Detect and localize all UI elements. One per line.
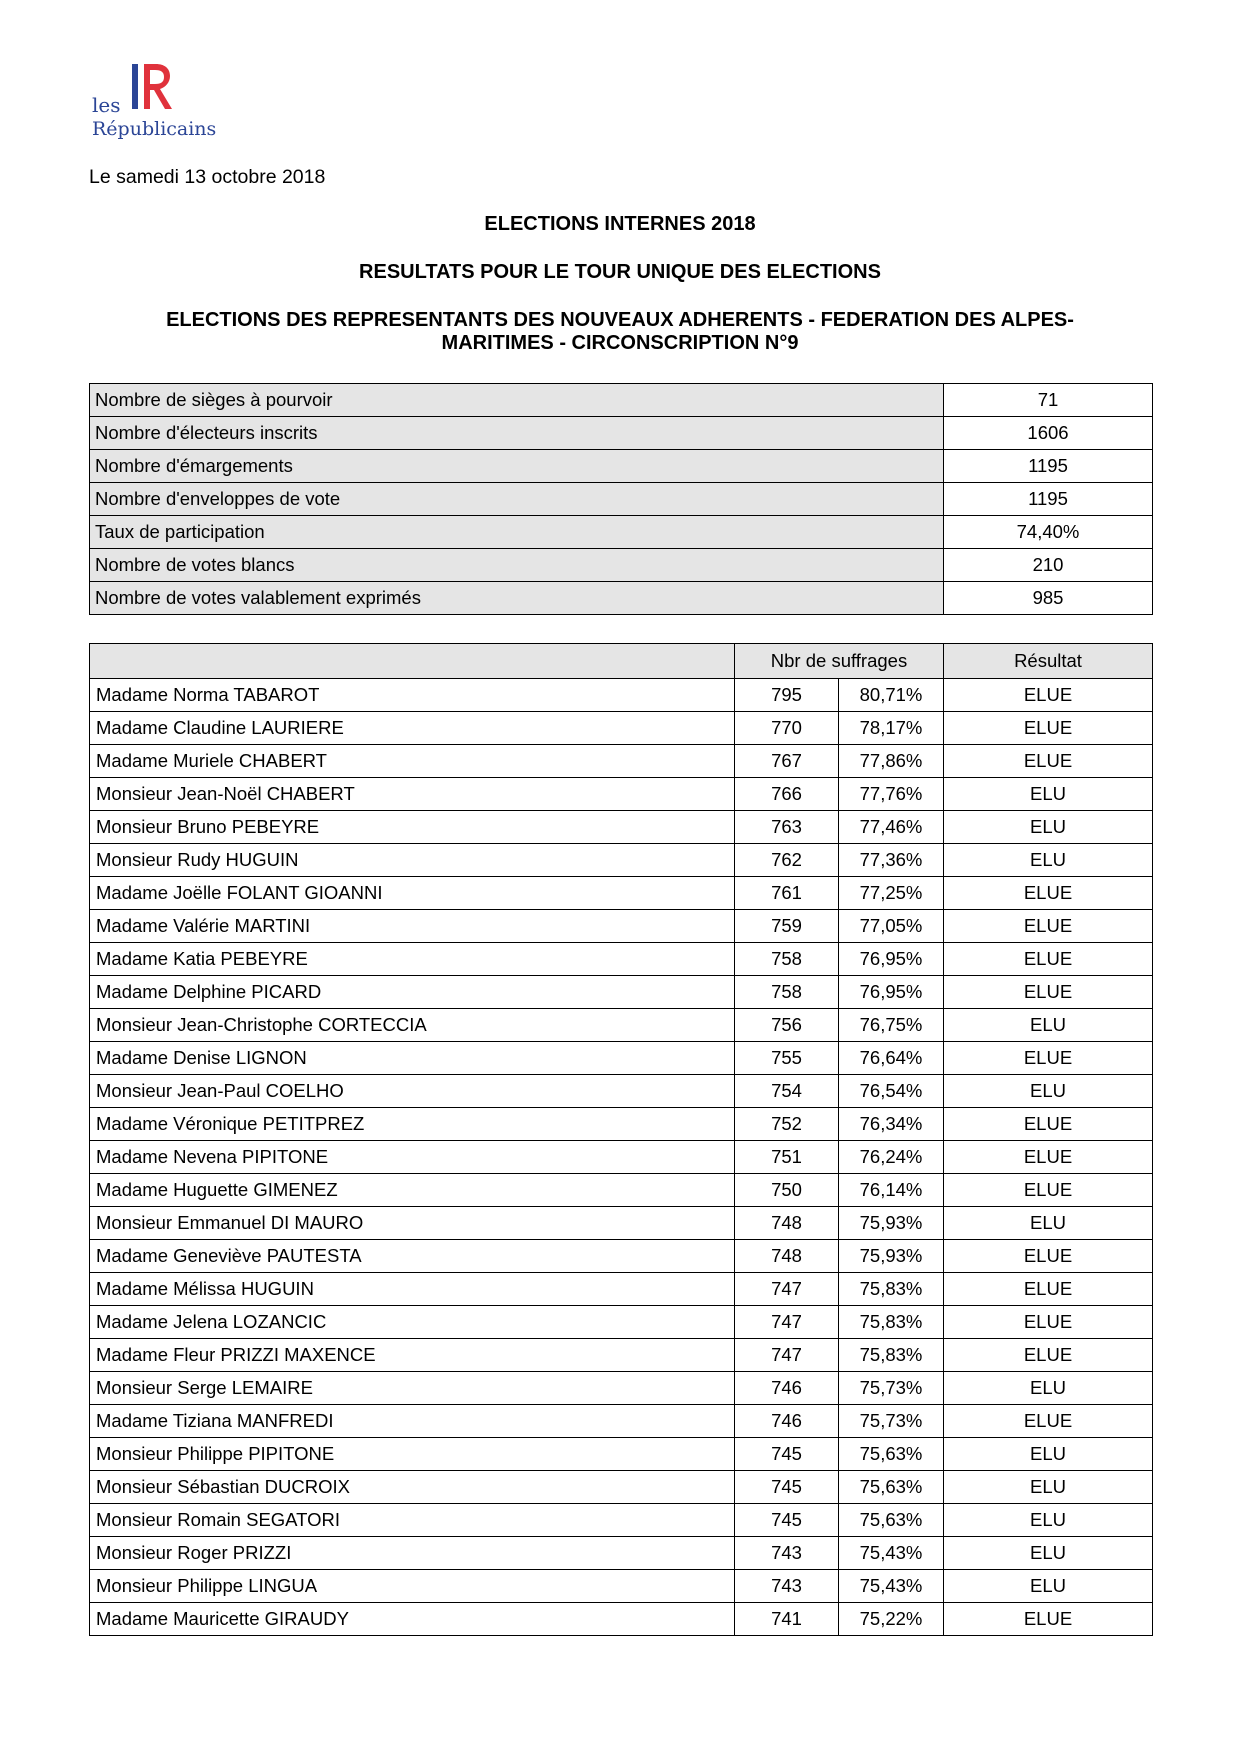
- results-table: [89, 643, 1153, 1636]
- candidate-votes: 747: [735, 1306, 839, 1339]
- candidate-name: Monsieur Jean-Noël CHABERT: [90, 778, 735, 811]
- candidate-percentage: 75,73%: [839, 1405, 944, 1438]
- candidate-percentage: 76,34%: [839, 1108, 944, 1141]
- table-row: [90, 1471, 1153, 1504]
- candidate-percentage: 77,05%: [839, 910, 944, 943]
- stats-row: [90, 384, 1153, 417]
- candidate-result: ELUE: [944, 1108, 1153, 1141]
- candidate-votes: 743: [735, 1537, 839, 1570]
- candidate-result: ELU: [944, 1504, 1153, 1537]
- candidate-result: ELU: [944, 1537, 1153, 1570]
- candidate-result: ELUE: [944, 877, 1153, 910]
- candidate-name: Madame Mélissa HUGUIN: [90, 1273, 735, 1306]
- candidate-votes: 750: [735, 1174, 839, 1207]
- stats-label: Nombre de sièges à pourvoir: [90, 384, 944, 417]
- title-scope-line-2: MARITIMES - CIRCONSCRIPTION N°9: [441, 332, 799, 354]
- candidate-name: Madame Huguette GIMENEZ: [90, 1174, 735, 1207]
- candidate-result: ELUE: [944, 1306, 1153, 1339]
- candidate-result: ELUE: [944, 976, 1153, 1009]
- table-row: [90, 1504, 1153, 1537]
- candidate-votes: 770: [735, 712, 839, 745]
- table-row: [90, 1141, 1153, 1174]
- candidate-percentage: 78,17%: [839, 712, 944, 745]
- candidate-result: ELU: [944, 1075, 1153, 1108]
- candidate-votes: 748: [735, 1207, 839, 1240]
- candidate-result: ELU: [944, 1207, 1153, 1240]
- candidate-result: ELUE: [944, 1174, 1153, 1207]
- candidate-name: Madame Mauricette GIRAUDY: [90, 1603, 735, 1636]
- candidate-name: Madame Claudine LAURIERE: [90, 712, 735, 745]
- candidate-result: ELUE: [944, 943, 1153, 976]
- les-republicains-logo: [92, 62, 222, 152]
- stats-value: 74,40%: [944, 516, 1153, 549]
- candidate-votes: 752: [735, 1108, 839, 1141]
- candidate-name: Monsieur Emmanuel DI MAURO: [90, 1207, 735, 1240]
- title-election-scope: [89, 309, 1151, 355]
- candidate-votes: 766: [735, 778, 839, 811]
- candidate-votes: 754: [735, 1075, 839, 1108]
- candidate-result: ELU: [944, 1438, 1153, 1471]
- table-row: [90, 1075, 1153, 1108]
- stats-row: [90, 483, 1153, 516]
- candidate-percentage: 76,54%: [839, 1075, 944, 1108]
- candidate-result: ELUE: [944, 1273, 1153, 1306]
- stats-label: Nombre d'émargements: [90, 450, 944, 483]
- table-row: [90, 1603, 1153, 1636]
- table-row: [90, 1207, 1153, 1240]
- table-row: [90, 1009, 1153, 1042]
- candidate-percentage: 76,64%: [839, 1042, 944, 1075]
- table-row: [90, 943, 1153, 976]
- candidate-votes: 747: [735, 1339, 839, 1372]
- stats-value: 985: [944, 582, 1153, 615]
- candidate-result: ELU: [944, 1009, 1153, 1042]
- candidate-name: Madame Fleur PRIZZI MAXENCE: [90, 1339, 735, 1372]
- stats-label: Nombre d'électeurs inscrits: [90, 417, 944, 450]
- title-elections: ELECTIONS INTERNES 2018: [484, 213, 756, 235]
- table-row: [90, 712, 1153, 745]
- candidate-result: ELUE: [944, 1603, 1153, 1636]
- candidate-percentage: 77,76%: [839, 778, 944, 811]
- stats-table: [89, 383, 1153, 615]
- candidate-result: ELUE: [944, 679, 1153, 712]
- table-row: [90, 976, 1153, 1009]
- logo-text-les: les: [92, 93, 121, 117]
- candidate-votes: 758: [735, 943, 839, 976]
- candidate-percentage: 75,73%: [839, 1372, 944, 1405]
- candidate-votes: 743: [735, 1570, 839, 1603]
- table-row: [90, 1273, 1153, 1306]
- candidate-votes: 741: [735, 1603, 839, 1636]
- header-candidate: [90, 644, 735, 679]
- candidate-name: Madame Muriele CHABERT: [90, 745, 735, 778]
- stats-value: 210: [944, 549, 1153, 582]
- candidate-percentage: 76,75%: [839, 1009, 944, 1042]
- candidate-name: Monsieur Sébastian DUCROIX: [90, 1471, 735, 1504]
- candidate-votes: 758: [735, 976, 839, 1009]
- candidate-percentage: 75,63%: [839, 1504, 944, 1537]
- candidate-result: ELUE: [944, 1240, 1153, 1273]
- candidate-percentage: 77,36%: [839, 844, 944, 877]
- table-row: [90, 1240, 1153, 1273]
- candidate-percentage: 76,95%: [839, 976, 944, 1009]
- title-scope-line-1: ELECTIONS DES REPRESENTANTS DES NOUVEAUX ADHERENTS - FEDERATION DES ALPES-: [166, 309, 1074, 331]
- stats-label: Nombre de votes blancs: [90, 549, 944, 582]
- table-row: [90, 1339, 1153, 1372]
- candidate-result: ELU: [944, 1471, 1153, 1504]
- results-header-row: [90, 644, 1153, 679]
- candidate-name: Monsieur Rudy HUGUIN: [90, 844, 735, 877]
- candidate-votes: 745: [735, 1471, 839, 1504]
- candidate-votes: 748: [735, 1240, 839, 1273]
- candidate-percentage: 75,83%: [839, 1339, 944, 1372]
- candidate-name: Monsieur Serge LEMAIRE: [90, 1372, 735, 1405]
- candidate-votes: 745: [735, 1504, 839, 1537]
- stats-value: 1195: [944, 483, 1153, 516]
- candidate-votes: 767: [735, 745, 839, 778]
- stats-label: Nombre de votes valablement exprimés: [90, 582, 944, 615]
- table-row: [90, 1042, 1153, 1075]
- candidate-name: Madame Joëlle FOLANT GIOANNI: [90, 877, 735, 910]
- candidate-result: ELU: [944, 844, 1153, 877]
- table-row: [90, 1537, 1153, 1570]
- candidate-votes: 756: [735, 1009, 839, 1042]
- candidate-name: Madame Norma TABAROT: [90, 679, 735, 712]
- candidate-name: Madame Geneviève PAUTESTA: [90, 1240, 735, 1273]
- candidate-name: Monsieur Roger PRIZZI: [90, 1537, 735, 1570]
- candidate-percentage: 77,86%: [839, 745, 944, 778]
- table-row: [90, 1405, 1153, 1438]
- table-row: [90, 877, 1153, 910]
- candidate-votes: 761: [735, 877, 839, 910]
- candidate-percentage: 75,43%: [839, 1537, 944, 1570]
- table-row: [90, 1372, 1153, 1405]
- candidate-votes: 762: [735, 844, 839, 877]
- stats-label: Nombre d'enveloppes de vote: [90, 483, 944, 516]
- candidate-result: ELUE: [944, 1339, 1153, 1372]
- candidate-percentage: 75,93%: [839, 1207, 944, 1240]
- candidate-result: ELUE: [944, 745, 1153, 778]
- candidate-name: Madame Nevena PIPITONE: [90, 1141, 735, 1174]
- table-row: [90, 679, 1153, 712]
- stats-value: 1195: [944, 450, 1153, 483]
- candidate-votes: 763: [735, 811, 839, 844]
- candidate-votes: 751: [735, 1141, 839, 1174]
- candidate-result: ELU: [944, 1372, 1153, 1405]
- candidate-name: Madame Tiziana MANFREDI: [90, 1405, 735, 1438]
- candidate-name: Monsieur Jean-Christophe CORTECCIA: [90, 1009, 735, 1042]
- table-row: [90, 1306, 1153, 1339]
- candidate-result: ELU: [944, 811, 1153, 844]
- candidate-votes: 746: [735, 1405, 839, 1438]
- candidate-percentage: 76,14%: [839, 1174, 944, 1207]
- table-row: [90, 811, 1153, 844]
- table-row: [90, 1570, 1153, 1603]
- document-date: Le samedi 13 octobre 2018: [89, 166, 326, 188]
- stats-value: 1606: [944, 417, 1153, 450]
- logo-text-republicains: Républicains: [92, 118, 217, 140]
- candidate-percentage: 75,93%: [839, 1240, 944, 1273]
- candidate-percentage: 75,43%: [839, 1570, 944, 1603]
- table-row: [90, 1438, 1153, 1471]
- candidate-result: ELU: [944, 778, 1153, 811]
- candidate-name: Madame Valérie MARTINI: [90, 910, 735, 943]
- candidate-result: ELUE: [944, 1042, 1153, 1075]
- stats-row: [90, 450, 1153, 483]
- stats-value: 71: [944, 384, 1153, 417]
- candidate-result: ELUE: [944, 1405, 1153, 1438]
- candidate-name: Madame Katia PEBEYRE: [90, 943, 735, 976]
- candidate-name: Monsieur Bruno PEBEYRE: [90, 811, 735, 844]
- table-row: [90, 778, 1153, 811]
- table-row: [90, 910, 1153, 943]
- candidate-name: Madame Jelena LOZANCIC: [90, 1306, 735, 1339]
- candidate-percentage: 75,83%: [839, 1306, 944, 1339]
- candidate-percentage: 75,63%: [839, 1438, 944, 1471]
- candidate-name: Monsieur Philippe LINGUA: [90, 1570, 735, 1603]
- header-resultat: Résultat: [944, 644, 1153, 679]
- candidate-percentage: 76,24%: [839, 1141, 944, 1174]
- candidate-name: Madame Delphine PICARD: [90, 976, 735, 1009]
- candidate-votes: 759: [735, 910, 839, 943]
- candidate-name: Monsieur Jean-Paul COELHO: [90, 1075, 735, 1108]
- stats-label: Taux de participation: [90, 516, 944, 549]
- candidate-percentage: 75,22%: [839, 1603, 944, 1636]
- candidate-votes: 745: [735, 1438, 839, 1471]
- candidate-name: Monsieur Philippe PIPITONE: [90, 1438, 735, 1471]
- candidate-result: ELUE: [944, 910, 1153, 943]
- candidate-result: ELU: [944, 1570, 1153, 1603]
- header-suffrages: Nbr de suffrages: [735, 644, 944, 679]
- candidate-percentage: 76,95%: [839, 943, 944, 976]
- candidate-percentage: 75,63%: [839, 1471, 944, 1504]
- candidate-result: ELUE: [944, 712, 1153, 745]
- candidate-votes: 755: [735, 1042, 839, 1075]
- stats-row: [90, 417, 1153, 450]
- candidate-votes: 747: [735, 1273, 839, 1306]
- candidate-percentage: 75,83%: [839, 1273, 944, 1306]
- stats-row: [90, 516, 1153, 549]
- table-row: [90, 1108, 1153, 1141]
- table-row: [90, 844, 1153, 877]
- candidate-percentage: 77,46%: [839, 811, 944, 844]
- table-row: [90, 745, 1153, 778]
- stats-row: [90, 582, 1153, 615]
- candidate-name: Madame Véronique PETITPREZ: [90, 1108, 735, 1141]
- candidate-percentage: 77,25%: [839, 877, 944, 910]
- stats-row: [90, 549, 1153, 582]
- candidate-votes: 795: [735, 679, 839, 712]
- candidate-name: Monsieur Romain SEGATORI: [90, 1504, 735, 1537]
- candidate-votes: 746: [735, 1372, 839, 1405]
- candidate-result: ELUE: [944, 1141, 1153, 1174]
- table-row: [90, 1174, 1153, 1207]
- candidate-name: Madame Denise LIGNON: [90, 1042, 735, 1075]
- candidate-percentage: 80,71%: [839, 679, 944, 712]
- title-resultats: RESULTATS POUR LE TOUR UNIQUE DES ELECTIONS: [359, 261, 881, 283]
